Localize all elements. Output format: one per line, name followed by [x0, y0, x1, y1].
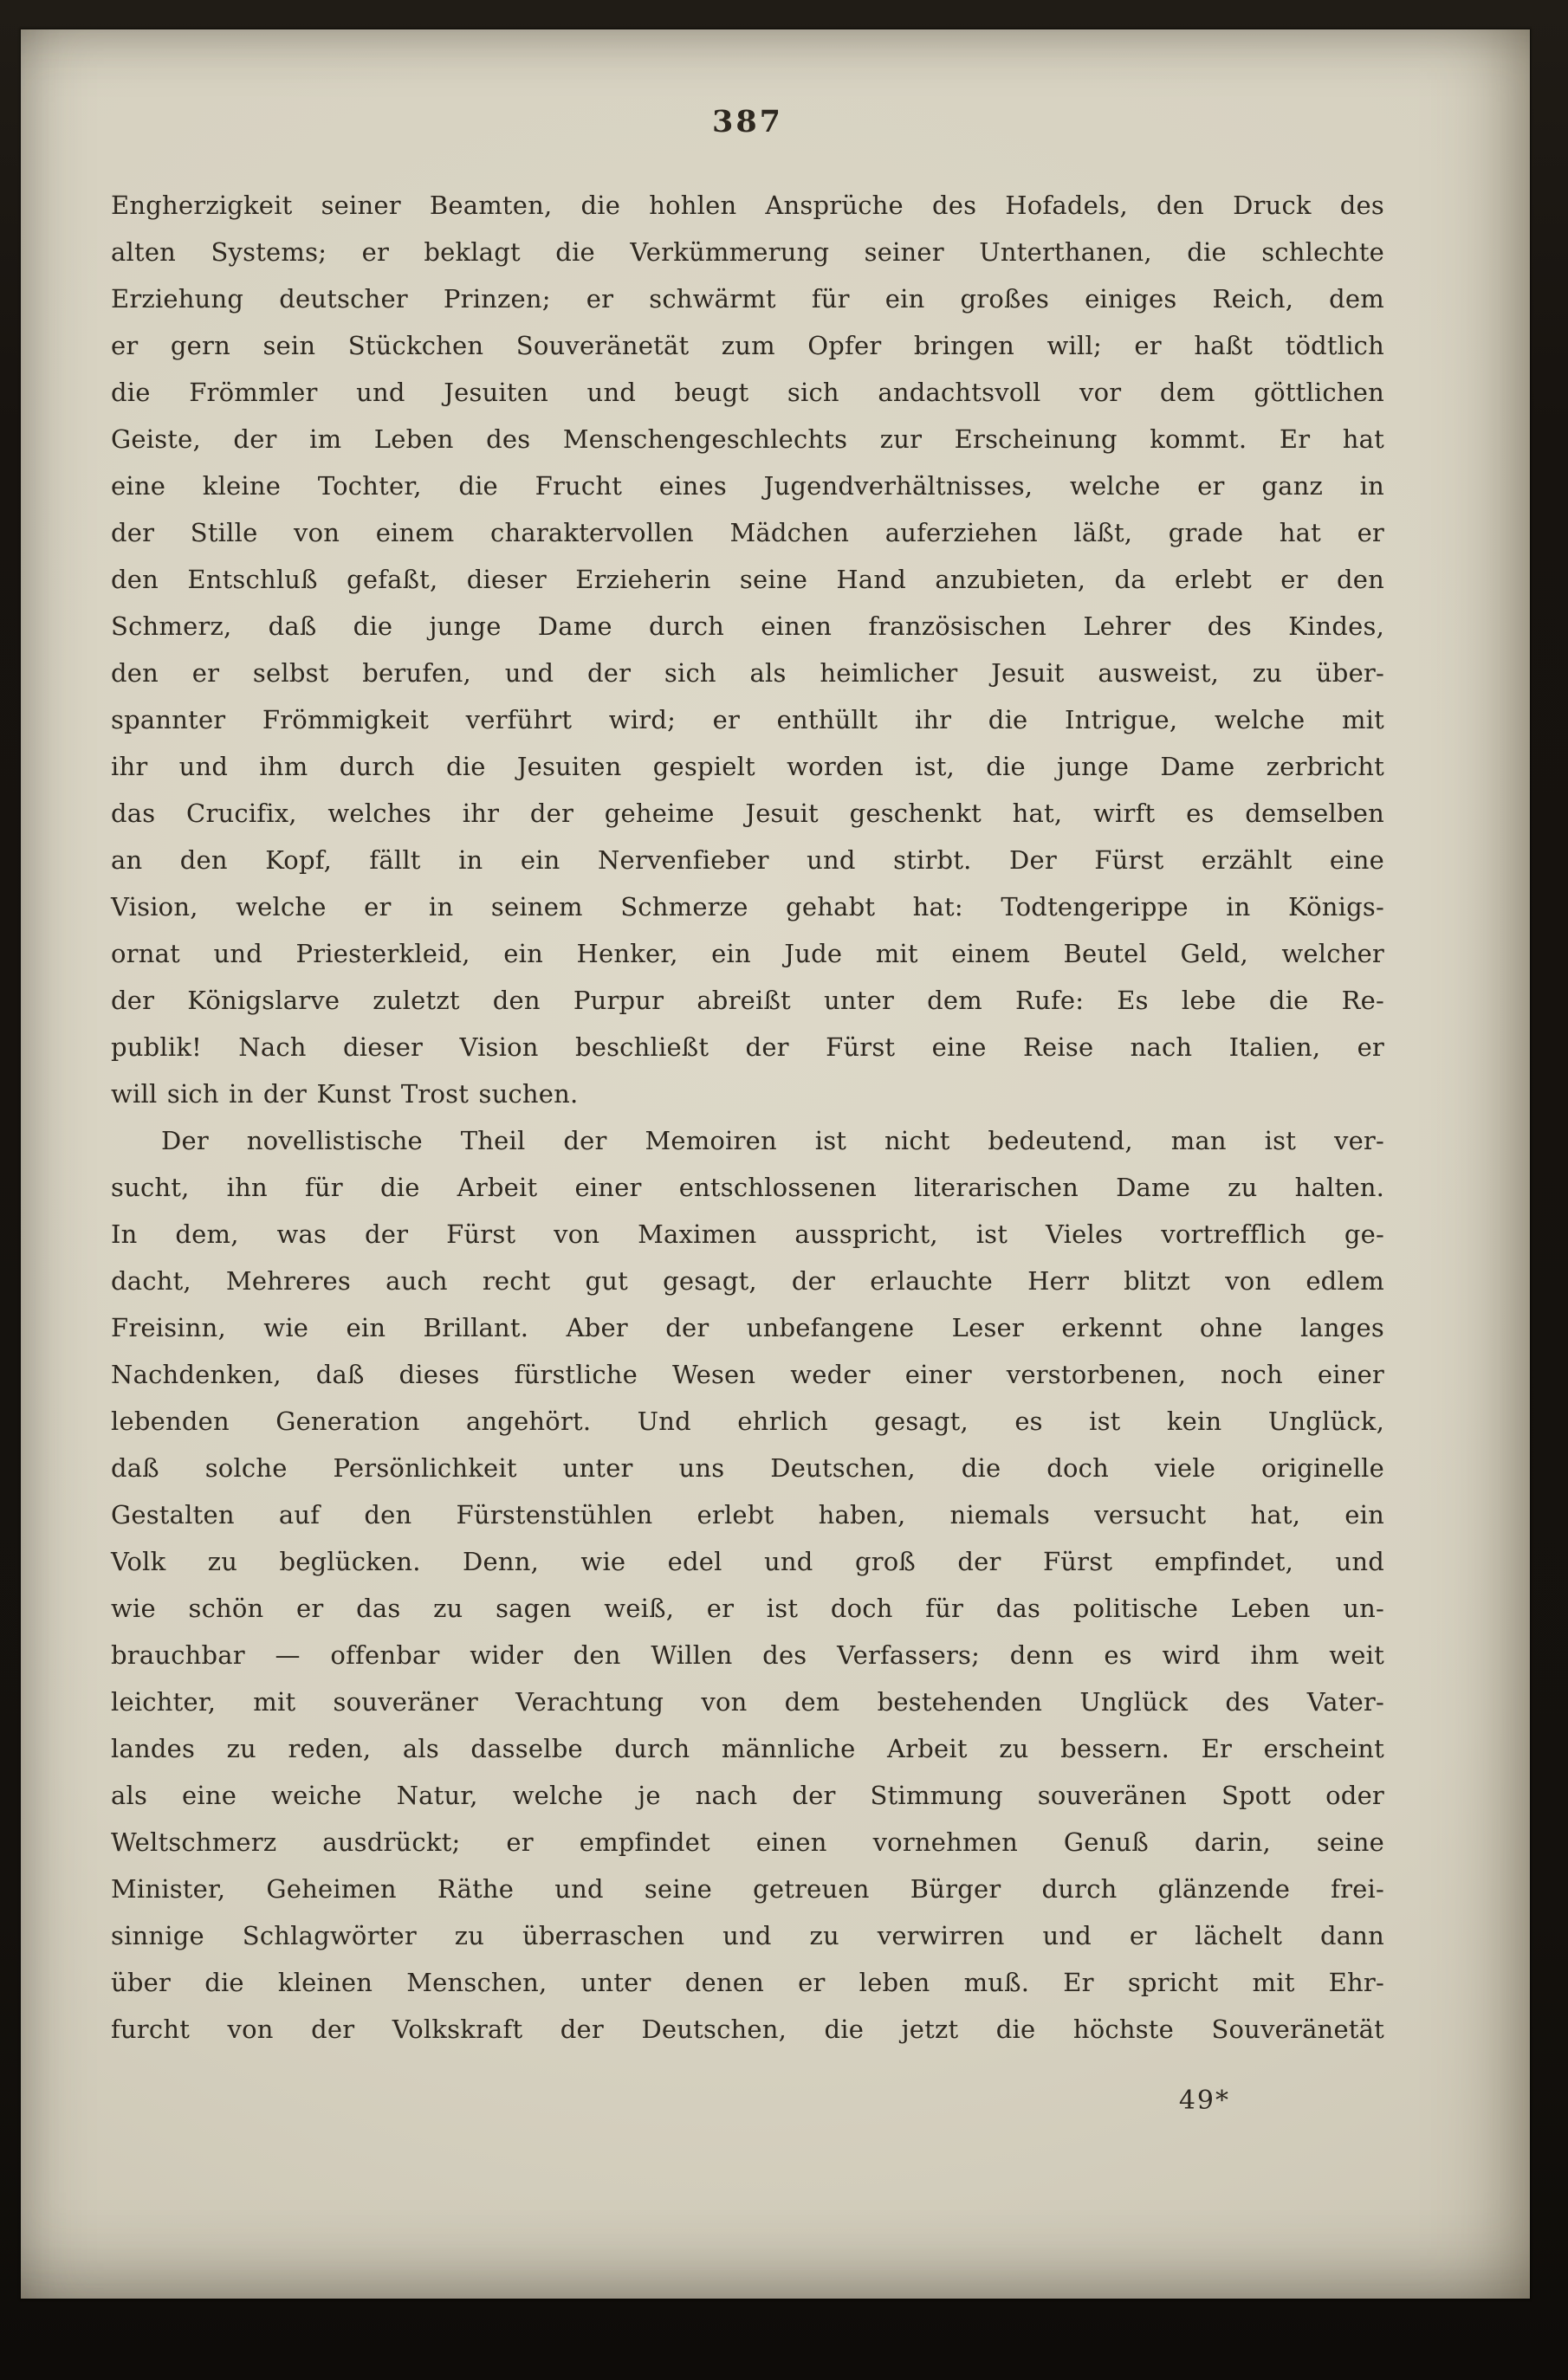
- text-line: sinnige Schlagwörter zu überraschen und zu verwirren und er lächelt dann: [111, 1921, 1384, 1950]
- text-line: Freisinn, wie ein Brillant. Aber der unbefangene Leser erkennt ohne langes: [111, 1313, 1384, 1342]
- text-line: der Königslarve zuletzt den Purpur abreißt unter dem Rufe: Es lebe die Re-: [111, 986, 1384, 1015]
- text-line: dacht, Mehreres auch recht gut gesagt, der erlauchte Herr blitzt von edlem: [111, 1266, 1384, 1296]
- text-block: [111, 182, 1384, 2116]
- text-line: wie schön er das zu sagen weiß, er ist doch für das politische Leben un-: [111, 1594, 1384, 1623]
- text-line: daß solche Persönlichkeit unter uns Deutschen, die doch viele originelle: [111, 1453, 1384, 1483]
- text-line: landes zu reden, als dasselbe durch männliche Arbeit zu bessern. Er erscheint: [111, 1734, 1384, 1763]
- text-line: Geiste, der im Leben des Menschengeschlechts zur Erscheinung kommt. Er hat: [111, 424, 1384, 454]
- text-line: er gern sein Stückchen Souveränetät zum Opfer bringen will; er haßt tödtlich: [111, 331, 1384, 360]
- text-line: die Frömmler und Jesuiten und beugt sich andachtsvoll vor dem göttlichen: [111, 378, 1384, 407]
- text-line: den Entschluß gefaßt, dieser Erzieherin seine Hand anzubieten, da erlebt er den: [111, 565, 1384, 594]
- text-line: an den Kopf, fällt in ein Nervenfieber und stirbt. Der Fürst erzählt eine: [111, 845, 1384, 875]
- text-line: Erziehung deutscher Prinzen; er schwärmt für ein großes einiges Reich, dem: [111, 284, 1384, 314]
- text-line: lebenden Generation angehört. Und ehrlich gesagt, es ist kein Unglück,: [111, 1407, 1384, 1436]
- text-line: alten Systems; er beklagt die Verkümmerung seiner Unterthanen, die schlechte: [111, 237, 1384, 267]
- text-line: will sich in der Kunst Trost suchen.: [111, 1079, 579, 1109]
- text-line: das Crucifix, welches ihr der geheime Jesuit geschenkt hat, wirft es demselben: [111, 799, 1384, 828]
- text-line: Weltschmerz ausdrückt; er empfindet einen vornehmen Genuß darin, seine: [111, 1827, 1384, 1857]
- text-line: eine kleine Tochter, die Frucht eines Jugendverhältnisses, welche er ganz in: [111, 471, 1384, 501]
- page-number: 387: [711, 104, 784, 139]
- text-line: Vision, welche er in seinem Schmerze gehabt hat: Todtengerippe in Königs-: [111, 892, 1384, 922]
- text-line: über die kleinen Menschen, unter denen er leben muß. Er spricht mit Ehr-: [111, 1968, 1384, 1997]
- text-line: Nachdenken, daß dieses fürstliche Wesen weder einer verstorbenen, noch einer: [111, 1360, 1384, 1389]
- text-line: Schmerz, daß die junge Dame durch einen französischen Lehrer des Kindes,: [111, 611, 1384, 641]
- text-line: Volk zu beglücken. Denn, wie edel und groß der Fürst empfindet, und: [111, 1547, 1384, 1576]
- text-line: Der novellistische Theil der Memoiren ist nicht bedeutend, man ist ver-: [161, 1126, 1384, 1155]
- text-line: spannter Frömmigkeit verführt wird; er enthüllt ihr die Intrigue, welche mit: [111, 705, 1384, 734]
- signature-mark: 49*: [1178, 2086, 1230, 2116]
- text-line: publik! Nach dieser Vision beschließt der Fürst eine Reise nach Italien, er: [111, 1032, 1384, 1062]
- text-line: als eine weiche Natur, welche je nach der Stimmung souveränen Spott oder: [111, 1781, 1384, 1810]
- text-line: ihr und ihm durch die Jesuiten gespielt worden ist, die junge Dame zerbricht: [111, 752, 1384, 781]
- text-line: leichter, mit souveräner Verachtung von dem bestehenden Unglück des Vater-: [111, 1687, 1384, 1717]
- scanned-book-page: [21, 29, 1530, 2299]
- text-line: Engherzigkeit seiner Beamten, die hohlen Ansprüche des Hofadels, den Druck des: [111, 191, 1384, 220]
- text-line: ornat und Priesterkleid, ein Henker, ein Jude mit einem Beutel Geld, welcher: [111, 939, 1384, 968]
- text-line: der Stille von einem charaktervollen Mädchen auferziehen läßt, grade hat er: [111, 518, 1384, 547]
- text-line: Gestalten auf den Fürstenstühlen erlebt haben, niemals versucht hat, ein: [111, 1500, 1384, 1530]
- text-line: brauchbar — offenbar wider den Willen des Verfassers; denn es wird ihm weit: [111, 1640, 1384, 1670]
- text-line: sucht, ihn für die Arbeit einer entschlossenen literarischen Dame zu halten.: [111, 1173, 1384, 1202]
- text-line: In dem, was der Fürst von Maximen ausspricht, ist Vieles vortrefflich ge-: [111, 1219, 1384, 1249]
- text-line: Minister, Geheimen Räthe und seine getreuen Bürger durch glänzende frei-: [111, 1874, 1384, 1904]
- text-line: den er selbst berufen, und der sich als heimlicher Jesuit ausweist, zu über-: [111, 658, 1384, 688]
- text-line: furcht von der Volkskraft der Deutschen, die jetzt die höchste Souveränetät: [111, 2015, 1384, 2044]
